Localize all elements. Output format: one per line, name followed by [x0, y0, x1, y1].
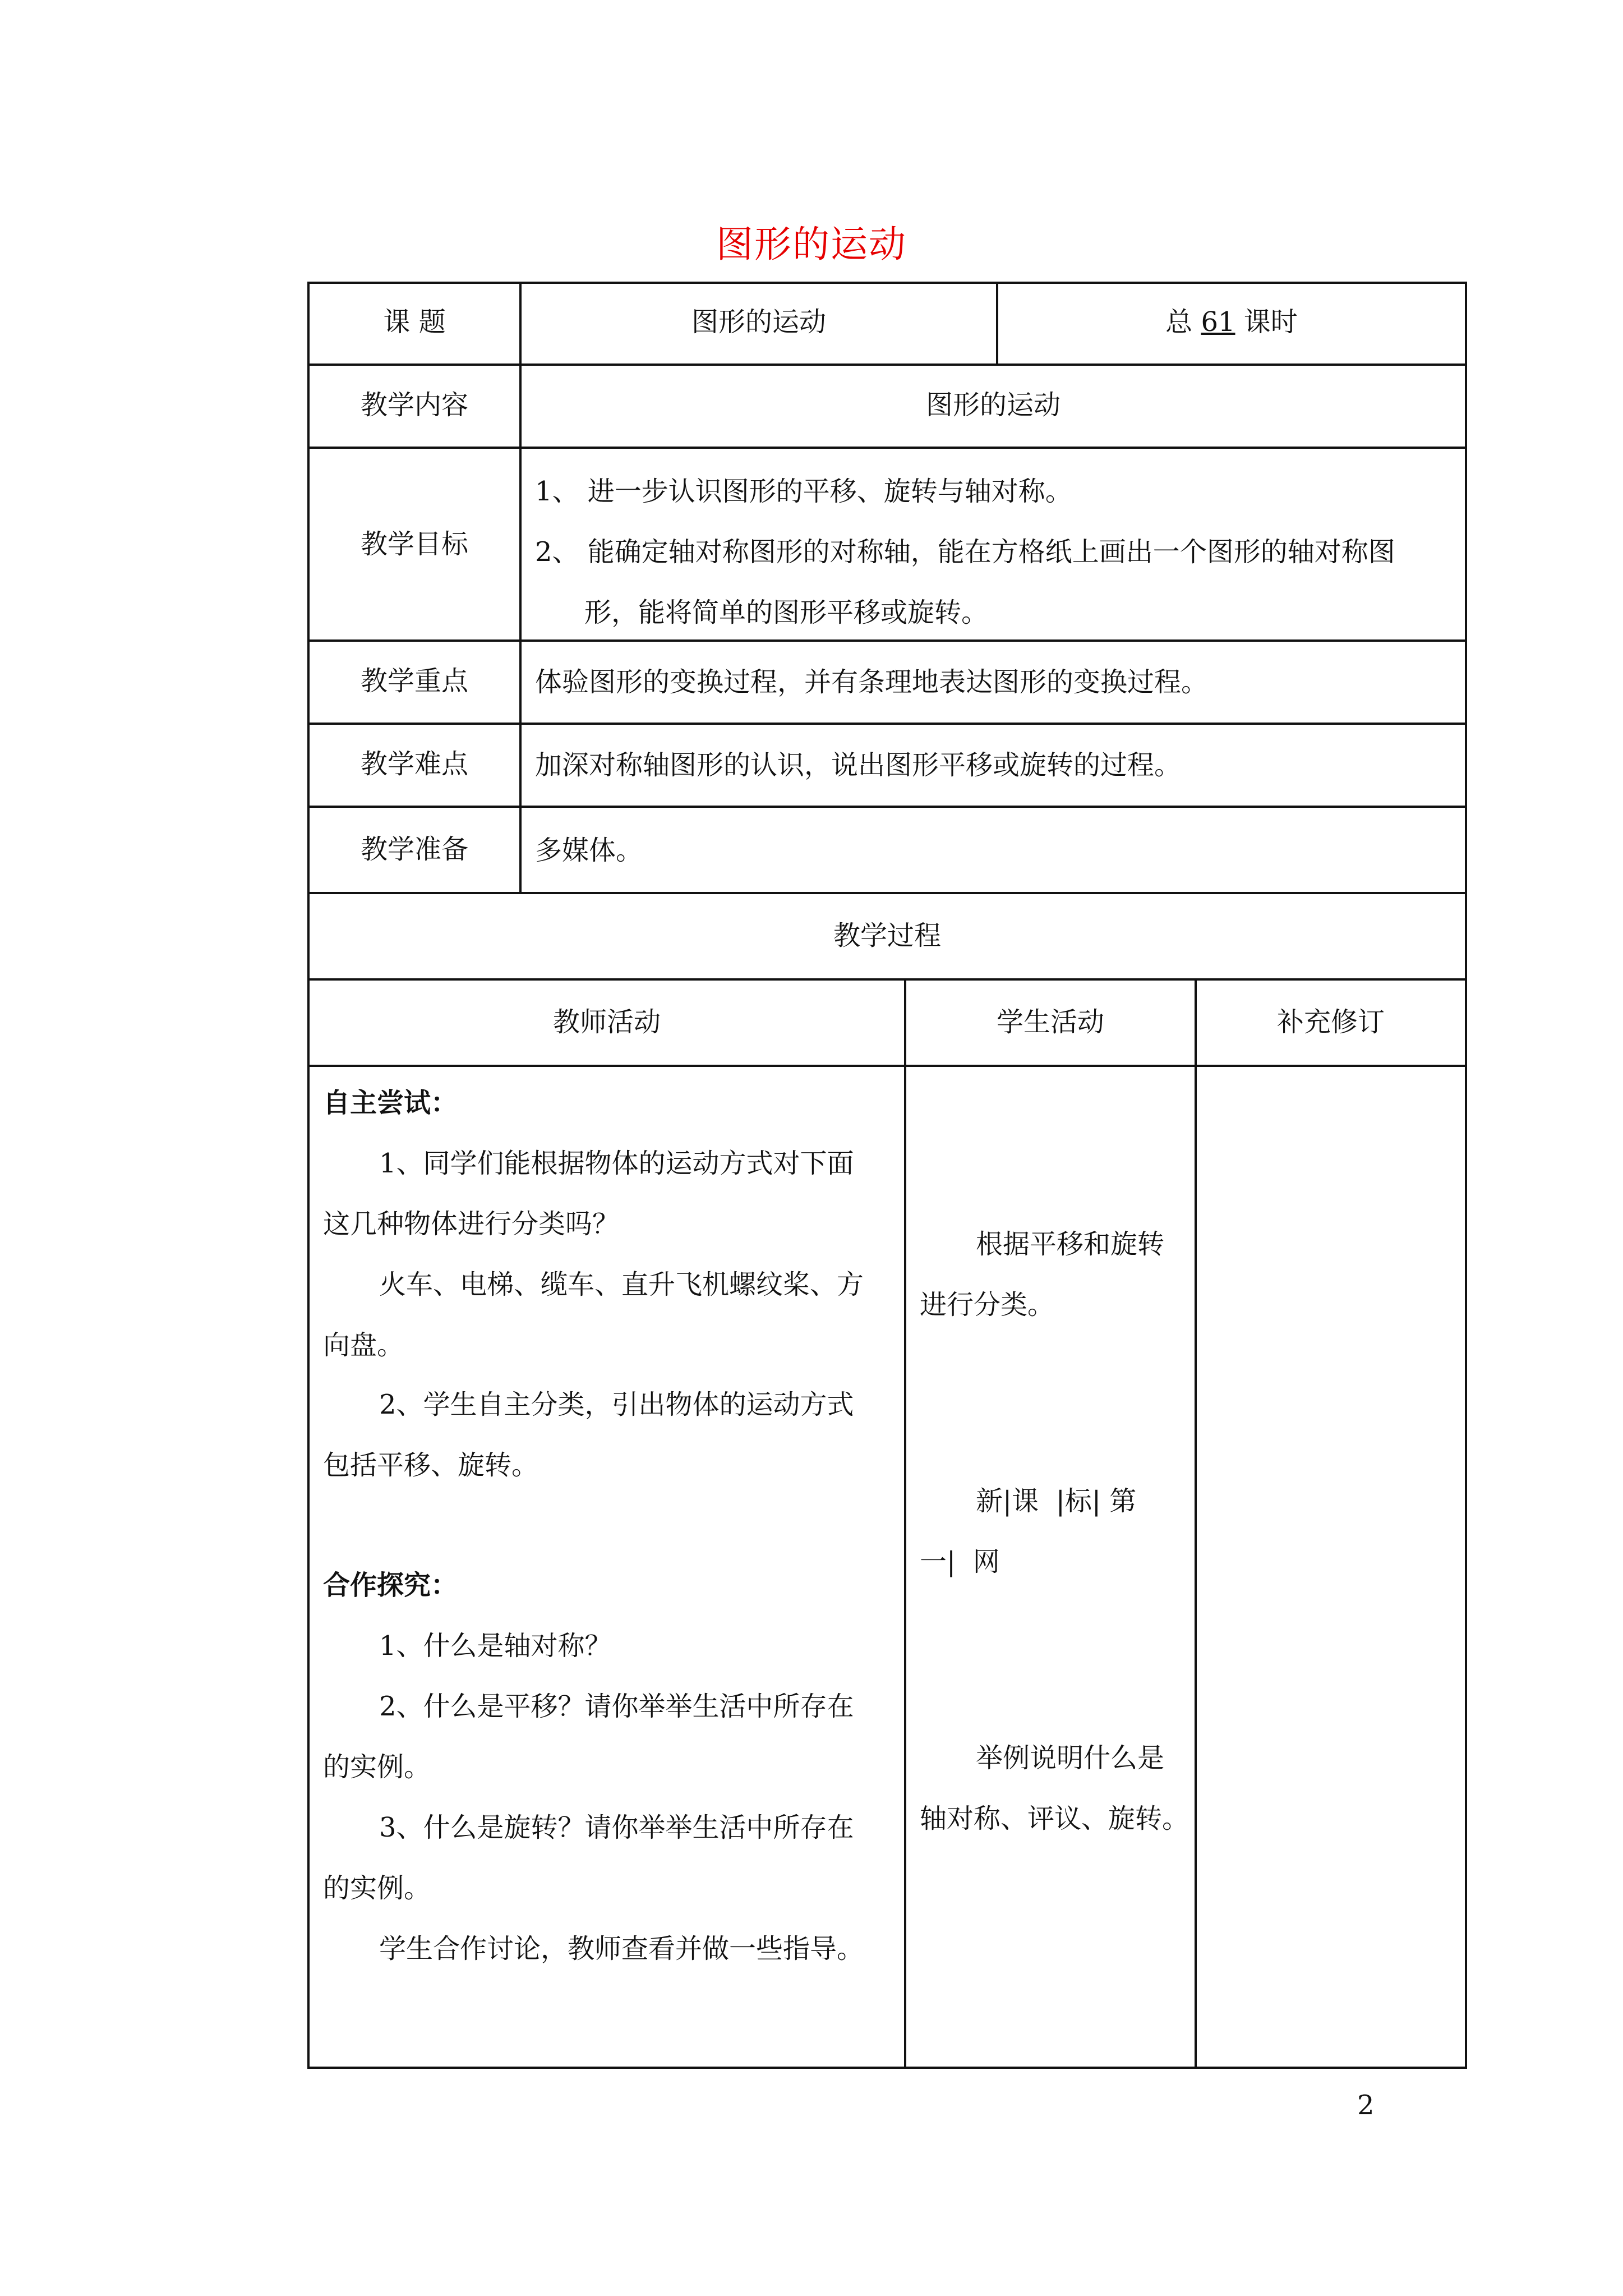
student-s2b: 一| 网: [920, 1546, 1000, 1577]
content-value: 图形的运动: [925, 389, 1061, 421]
student-s1a: 根据平移和旋转: [976, 1228, 1165, 1260]
self-try-heading: 自主尝试：: [323, 1087, 458, 1119]
teacher-column-header: 教师活动: [552, 1006, 661, 1038]
preparation-label: 教学准备: [360, 834, 468, 865]
goals-label: 教学目标: [360, 528, 468, 560]
difficulties-label: 教学难点: [360, 748, 468, 780]
total-hours: [998, 292, 1465, 352]
goal-line-3: 形，能将简单的图形平移或旋转。: [584, 597, 989, 628]
revision-column-header: 补充修订: [1276, 1006, 1385, 1038]
goal-line-2: 2、 能确定轴对称图形的对称轴，能在方格纸上画出一个图形的轴对称图: [535, 536, 1395, 568]
preparation-value: 多媒体。: [535, 835, 643, 866]
student-s3a: 举例说明什么是: [976, 1742, 1165, 1774]
key-points-label: 教学重点: [360, 665, 468, 697]
goal-line-1: 1、 进一步认识图形的平移、旋转与轴对称。: [535, 476, 1072, 507]
teacher-q2a: 2、什么是平移？请你举举生活中所存在: [379, 1691, 854, 1722]
student-s3b: 轴对称、评议、旋转。: [920, 1803, 1189, 1834]
teacher-q2b: 的实例。: [323, 1751, 431, 1783]
cooperate-heading: 合作探究：: [323, 1570, 458, 1601]
student-s1b: 进行分类。: [920, 1289, 1055, 1320]
teacher-p2b: 向盘。: [323, 1329, 404, 1361]
document-title: 图形的运动: [716, 223, 907, 266]
teacher-q3b: 的实例。: [323, 1872, 431, 1904]
teacher-q3a: 3、什么是旋转？请你举举生活中所存在: [379, 1812, 854, 1843]
topic-value: 图形的运动: [691, 306, 826, 338]
student-column-header: 学生活动: [996, 1006, 1104, 1038]
teacher-q4: 学生合作讨论，教师查看并做一些指导。: [379, 1933, 864, 1964]
difficulties-value: 加深对称轴图形的认识，说出图形平移或旋转的过程。: [535, 749, 1182, 781]
hours-prefix: 总: [1165, 306, 1193, 338]
teacher-q1: 1、什么是轴对称？: [379, 1630, 612, 1662]
topic-label: 课 题: [383, 306, 446, 338]
hours-value: 61: [1201, 306, 1235, 338]
hours-suffix: 课时: [1243, 306, 1298, 338]
process-header: 教学过程: [833, 920, 941, 951]
teacher-p3a: 2、学生自主分类，引出物体的运动方式: [379, 1389, 854, 1420]
teacher-p1a: 1、同学们能根据物体的运动方式对下面: [379, 1148, 854, 1179]
teacher-p1b: 这几种物体进行分类吗？: [323, 1208, 620, 1240]
key-points-value: 体验图形的变换过程，并有条理地表达图形的变换过程。: [535, 666, 1209, 698]
content-label: 教学内容: [360, 389, 468, 421]
student-s2a: 新|课 |标| 第: [976, 1485, 1137, 1517]
teacher-p2a: 火车、电梯、缆车、直升飞机螺纹桨、方: [379, 1269, 864, 1300]
page-number: 2: [1357, 2090, 1375, 2121]
teacher-p3b: 包括平移、旋转。: [323, 1450, 539, 1481]
